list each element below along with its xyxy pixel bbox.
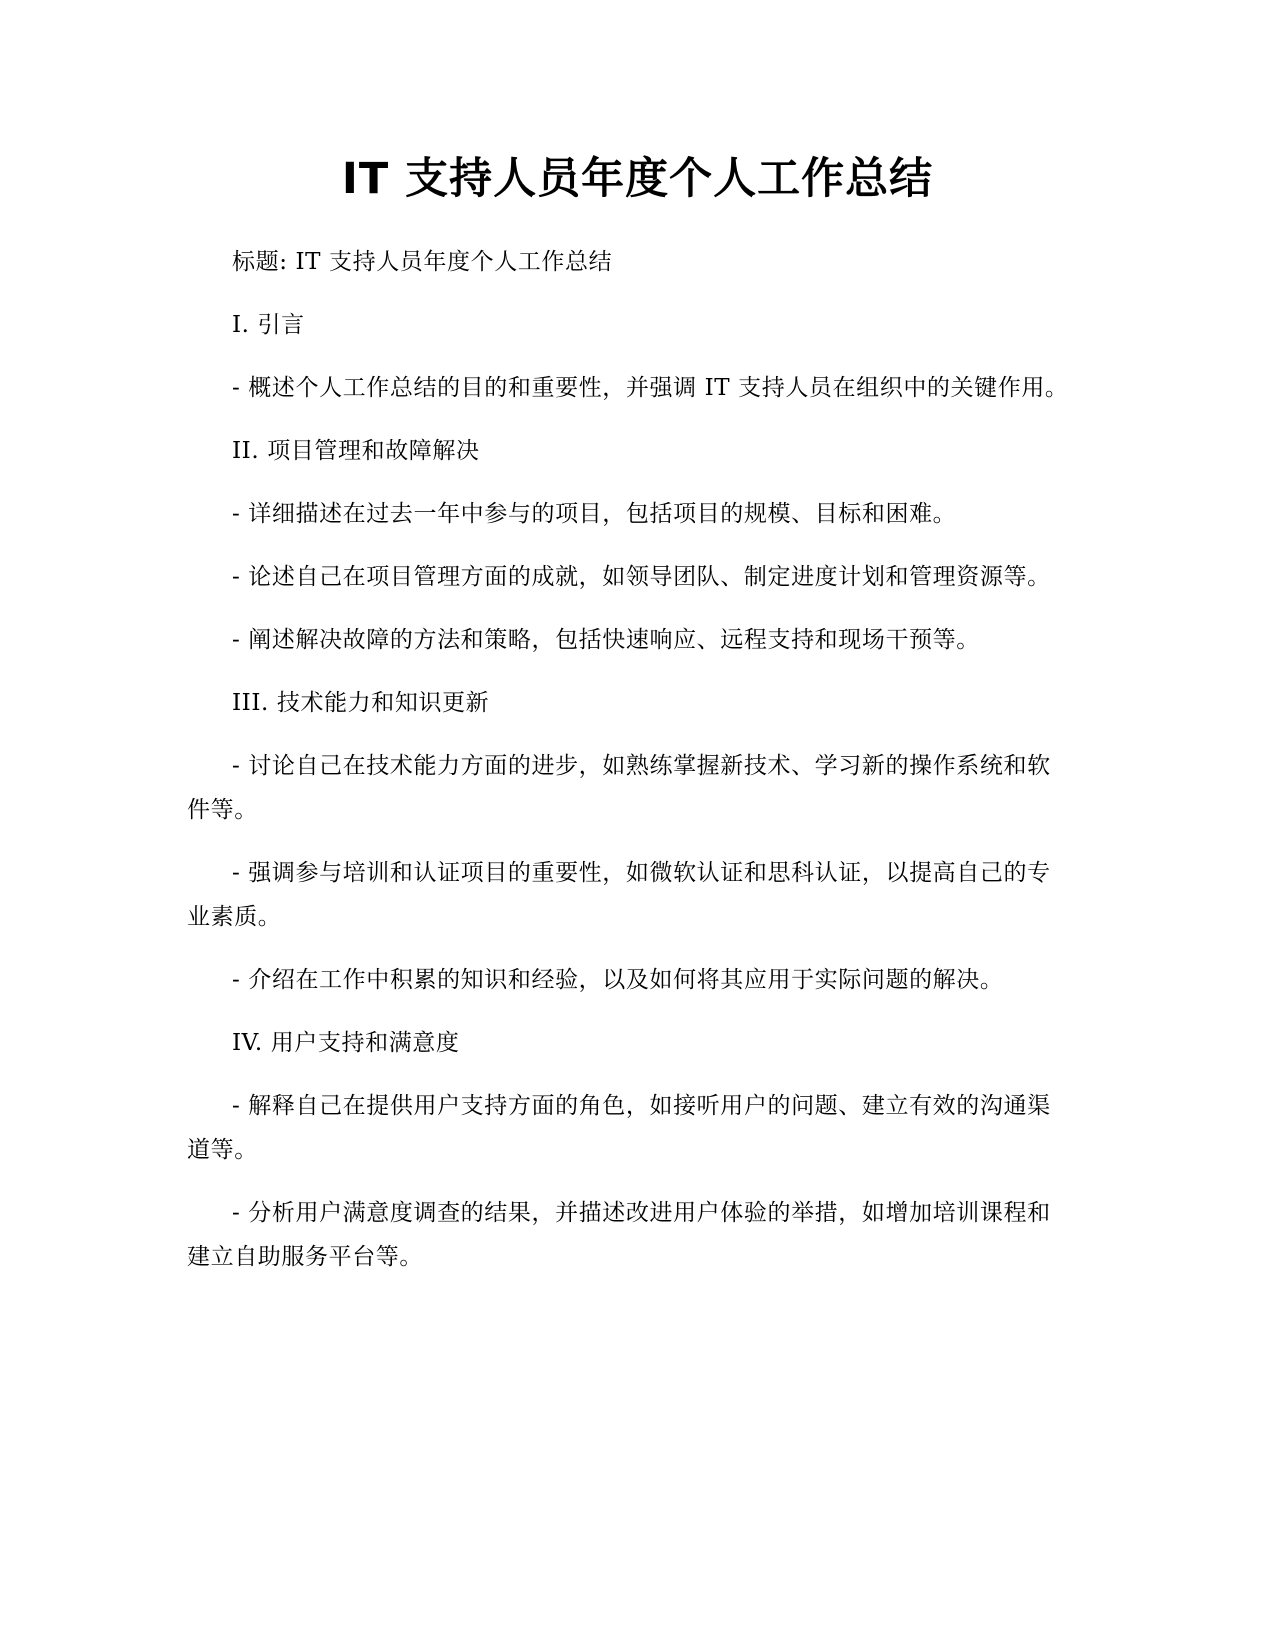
bullet-paragraph: - 概述个人工作总结的目的和重要性，并强调 IT 支持人员在组织中的关键作用。 <box>232 375 1069 401</box>
section-heading-project-management: II. 项目管理和故障解决 <box>232 438 480 464</box>
subject-line: 标题: IT 支持人员年度个人工作总结 <box>232 249 613 275</box>
document-title: IT 支持人员年度个人工作总结 <box>341 154 934 204</box>
document-body <box>187 240 1072 1298</box>
bullet-paragraph: - 讨论自己在技术能力方面的进步，如熟练掌握新技术、学习新的操作系统和软件等。 <box>187 753 1051 823</box>
section-heading-user-support: IV. 用户支持和满意度 <box>232 1030 460 1056</box>
bullet-paragraph: - 解释自己在提供用户支持方面的角色，如接听用户的问题、建立有效的沟通渠道等。 <box>187 1093 1051 1163</box>
section-heading-introduction: I. 引言 <box>232 312 305 338</box>
bullet-paragraph: - 分析用户满意度调查的结果，并描述改进用户体验的举措，如增加培训课程和建立自助服务平台等。 <box>187 1200 1051 1270</box>
bullet-paragraph: - 详细描述在过去一年中参与的项目，包括项目的规模、目标和困难。 <box>232 501 957 527</box>
section-heading-technical-skills: III. 技术能力和知识更新 <box>232 690 490 716</box>
bullet-paragraph: - 强调参与培训和认证项目的重要性，如微软认证和思科认证，以提高自己的专业素质。 <box>187 860 1051 930</box>
bullet-paragraph: - 论述自己在项目管理方面的成就，如领导团队、制定进度计划和管理资源等。 <box>232 564 1051 590</box>
bullet-paragraph: - 阐述解决故障的方法和策略，包括快速响应、远程支持和现场干预等。 <box>232 627 980 653</box>
bullet-paragraph: - 介绍在工作中积累的知识和经验，以及如何将其应用于实际问题的解决。 <box>232 967 1004 993</box>
